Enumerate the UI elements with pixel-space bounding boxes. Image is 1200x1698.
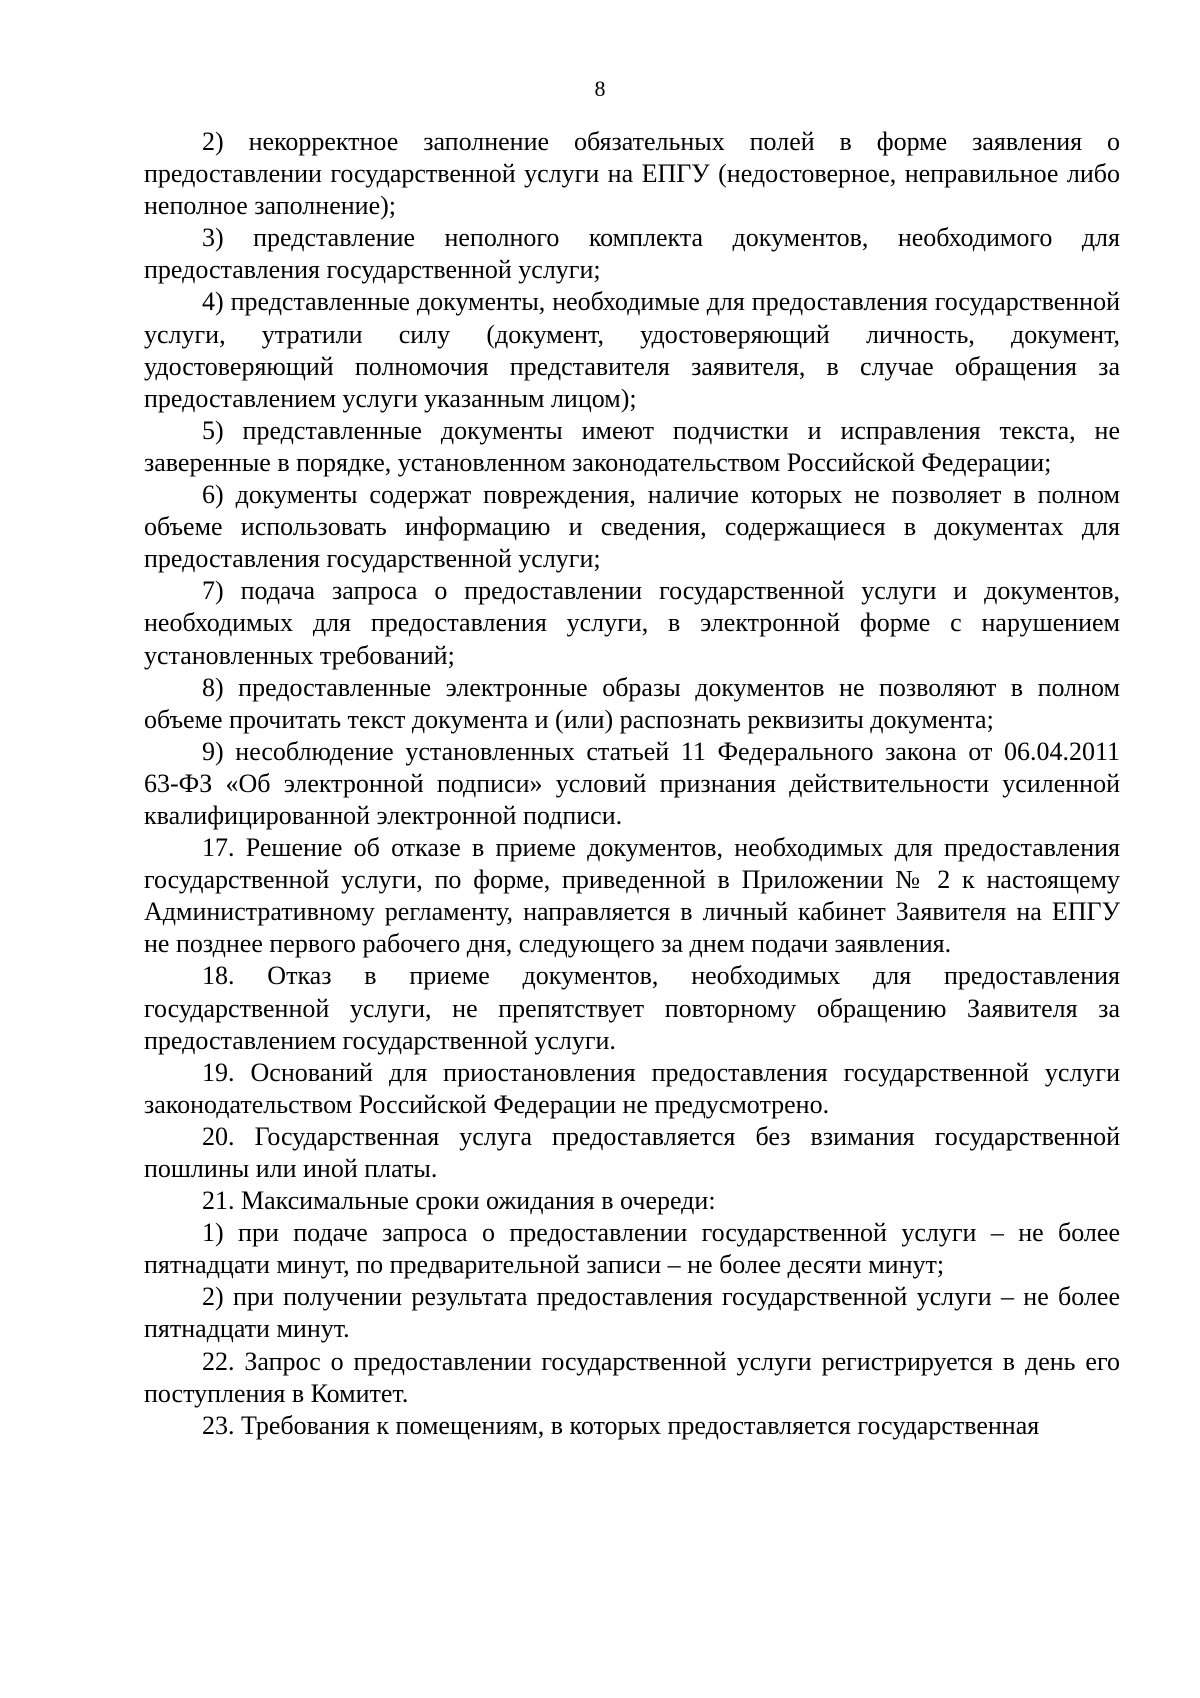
paragraph-item-2: 2) некорректное заполнение обязательных полей в форме заявления о предоставлении государственной услуги на ЕПГУ (недостоверное, неправильное либо неполное заполнение); <box>144 127 1120 221</box>
paragraph-clause-21: 21. Максимальные сроки ожидания в очереди: <box>202 1186 716 1216</box>
paragraph-clause-21-item-2: 2) при получении результата предоставления государственной услуги – не более пятнадцати минут. <box>144 1282 1120 1344</box>
paragraph-item-3: 3) представление неполного комплекта документов, необходимого для предоставления государственной услуги; <box>144 223 1120 285</box>
page-number: 8 <box>594 76 606 101</box>
paragraph-item-7: 7) подача запроса о предоставлении государственной услуги и документов, необходимых для предоставления услуги, в электронной форме с нарушением установленных требований; <box>144 576 1120 670</box>
paragraph-clause-23: 23. Требования к помещениям, в которых предоставляется государственная <box>202 1410 1040 1440</box>
paragraph-item-8: 8) предоставленные электронные образы документов не позволяют в полном объеме прочитать текст документа и (или) распознать реквизиты документа; <box>144 672 1120 734</box>
paragraph-clause-20: 20. Государственная услуга предоставляется без взимания государственной пошлины или иной платы. <box>144 1121 1120 1183</box>
paragraph-item-4: 4) представленные документы, необходимые для предоставления государственной услуги, утратили силу (документ, удостоверяющий личность, документ, удостоверяющий полномочия представителя заявителя, в случае обращения за предоставлением услуги указанным лицом); <box>144 287 1120 413</box>
document-body <box>144 126 1120 1442</box>
paragraph-item-5: 5) представленные документы имеют подчистки и исправления текста, не заверенные в порядке, установленном законодательством Российской Федерации; <box>144 415 1120 477</box>
paragraph-item-6: 6) документы содержат повреждения, наличие которых не позволяет в полном объеме использовать информацию и сведения, содержащиеся в документах для предоставления государственной услуги; <box>144 480 1120 574</box>
paragraph-clause-18: 18. Отказ в приеме документов, необходимых для предоставления государственной услуги, не препятствует повторному обращению Заявителя за предоставлением государственной услуги. <box>144 961 1120 1055</box>
paragraph-clause-22: 22. Запрос о предоставлении государственной услуги регистрируется в день его поступления в Комитет. <box>144 1346 1120 1408</box>
paragraph-clause-21-item-1: 1) при подаче запроса о предоставлении государственной услуги – не более пятнадцати минут, по предварительной записи – не более десяти минут; <box>144 1218 1120 1280</box>
paragraph-item-9: 9) несоблюдение установленных статьей 11 Федерального закона от 06.04.2011 63-ФЗ «Об электронной подписи» условий признания действительности усиленной квалифицированной электронной подписи. <box>144 736 1120 830</box>
paragraph-clause-17: 17. Решение об отказе в приеме документов, необходимых для предоставления государственной услуги, по форме, приведенной в Приложении № 2 к настоящему Административному регламенту, направляется в личный кабинет Заявителя на ЕПГУ не позднее первого рабочего дня, следующего за днем подачи заявления. <box>144 833 1120 959</box>
paragraph-clause-19: 19. Оснований для приостановления предоставления государственной услуги законодательством Российской Федерации не предусмотрено. <box>144 1057 1120 1119</box>
